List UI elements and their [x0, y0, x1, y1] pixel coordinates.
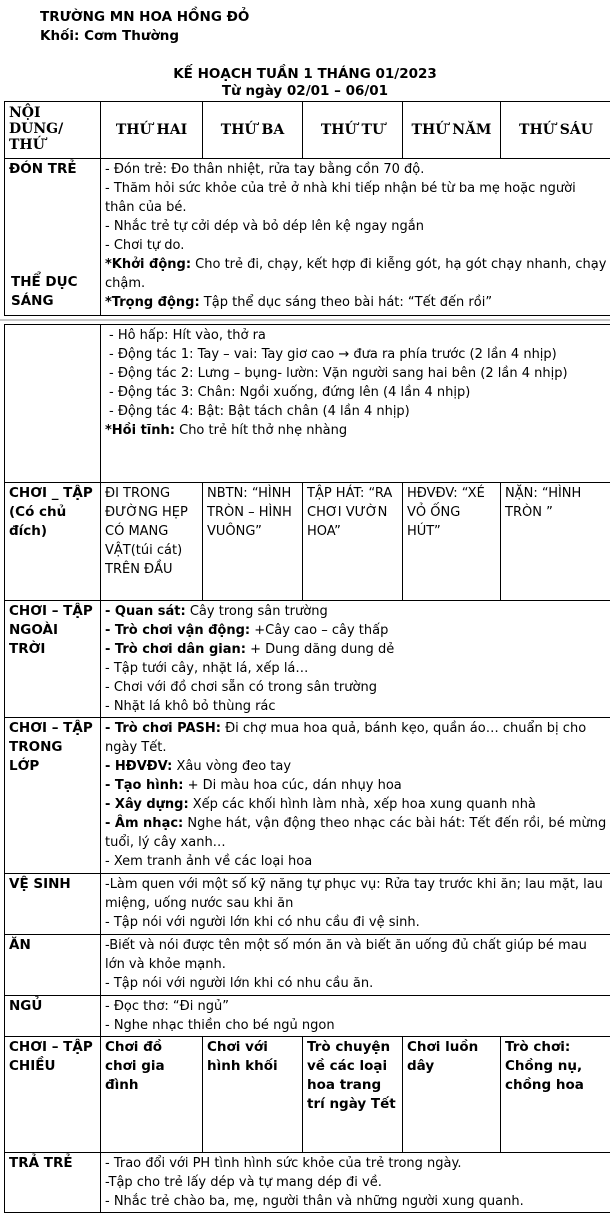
item-text: - Xem tranh ảnh về các loại hoa [105, 854, 313, 869]
day-header-wed: THỨ TƯ [303, 102, 403, 159]
page-break [0, 319, 610, 321]
item-text: Xâu vòng đeo tay [172, 759, 292, 774]
afternoon-mon: Chơi đồ chơi gia đình [101, 1037, 203, 1153]
row-label-the-duc: THỂ DỤC SÁNG [11, 274, 78, 309]
the-duc-content [101, 325, 610, 483]
khoi-dong-line [105, 255, 607, 293]
plan-title: KẾ HOẠCH TUẦN 1 THÁNG 01/2023 [173, 66, 437, 82]
activity-wed: TẬP HÁT: “RA CHƠI VƯỜN HOA” [303, 483, 403, 601]
trong-dong-line [105, 293, 607, 312]
day-header-mon: THỨ HAI [101, 102, 203, 159]
item-label: - Xây dựng: [105, 797, 189, 812]
text-line: - Hô hấp: Hít vào, thở ra [109, 328, 266, 343]
text-line: - Trao đổi với PH tình hình sức khỏe của trẻ trong ngày. [105, 1156, 462, 1171]
item-text: Đi chợ mua hoa quả, bánh kẹo, quần áo… chuẩn bị cho ngày Tết. [105, 721, 587, 755]
list-item [105, 776, 607, 795]
item-text: +Cây cao – cây thấp [250, 623, 389, 638]
ve-sinh-content [101, 874, 610, 935]
grade-name: Khối: Cơm Thường [40, 28, 180, 44]
item-text: Cây trong sân trường [185, 604, 328, 619]
khoi-dong-text: Cho trẻ đi, chạy, kết hợp đi kiễng gót, hạ gót chạy nhanh, chạy chậm. [105, 257, 607, 291]
item-label: - HĐVĐV: [105, 759, 173, 774]
empty-label-cell [5, 325, 101, 483]
an-content [101, 935, 610, 996]
corner-header: NỘI DUNG/ THỨ [5, 102, 101, 159]
text-line: - Nghe nhạc thiền cho bé ngủ ngon [105, 1018, 335, 1033]
activity-tue: NBTN: “HÌNH TRÒN – HÌNH VUÔNG” [203, 483, 303, 601]
trong-dong-text: Tập thể dục sáng theo bài hát: “Tết đến rồi” [199, 295, 493, 310]
day-header-thu: THỨ NĂM [403, 102, 501, 159]
text-line: - Nhắc trẻ chào ba, mẹ, người thân và những người xung quanh. [105, 1194, 524, 1209]
item-label: - Trò chơi PASH: [105, 721, 221, 736]
row-label-don-tre: ĐÓN TRẺ [9, 161, 77, 177]
hoi-tinh-line [105, 421, 607, 440]
activity-thu: HĐVĐV: “XÉ VỎ ỐNG HÚT” [403, 483, 501, 601]
item-label: - Quan sát: [105, 604, 186, 619]
afternoon-thu: Chơi luồn dây [403, 1037, 501, 1153]
tra-tre-content [101, 1153, 610, 1213]
list-item [105, 659, 607, 678]
afternoon-fri: Trò chơi: Chồng nụ, chồng hoa [501, 1037, 610, 1153]
afternoon-wed: Trò chuyện về các loại hoa trang trí ngày Tết [303, 1037, 403, 1153]
row-label-ngu: NGỦ [5, 996, 101, 1037]
text-line: - Động tác 2: Lưng – bụng- lườn: Vặn người sang hai bên (2 lần 4 nhịp) [109, 366, 568, 381]
list-item [105, 814, 607, 852]
trong-dong-label: *Trọng động: [105, 295, 200, 310]
afternoon-tue: Chơi với hình khối [203, 1037, 303, 1153]
list-item [105, 621, 607, 640]
list-item [105, 697, 607, 716]
text-line: - Tập nói với người lớn khi có nhu cầu ăn. [105, 976, 374, 991]
item-label: - Trò chơi dân gian: [105, 642, 246, 657]
text-line: - Đọc thơ: “Đi ngủ” [105, 999, 229, 1014]
item-text: Nghe hát, vận động theo nhạc các bài hát: Tết đến rồi, bé mừng tuổi, lý cây xanh… [105, 816, 607, 850]
item-text: - Chơi với đồ chơi sẵn có trong sân trường [105, 680, 377, 695]
list-item [105, 602, 607, 621]
trong-lop-content [101, 718, 610, 874]
hoi-tinh-label: *Hồi tĩnh: [105, 423, 175, 438]
khoi-dong-label: *Khởi động: [105, 257, 192, 272]
text-line: -Biết và nói được tên một số món ăn và biết ăn uống đủ chất giúp bé mau lớn và khỏe mạnh. [105, 938, 587, 972]
item-text: + Di màu hoa cúc, dán nhụy hoa [183, 778, 402, 793]
row-label-an: ĂN [5, 935, 101, 996]
item-label: - Tạo hình: [105, 778, 184, 793]
text-line: - Đón trẻ: Đo thân nhiệt, rửa tay bằng cồn 70 độ. [105, 162, 425, 177]
row-label-choi-tap: CHƠI _ TẬP (Có chủ đích) [5, 483, 101, 601]
row-label-tra-tre: TRẢ TRẺ [5, 1153, 101, 1213]
item-text: - Nhặt lá khô bỏ thùng rác [105, 699, 276, 714]
list-item [105, 719, 607, 757]
text-line: - Động tác 1: Tay – vai: Tay giơ cao → đưa ra phía trước (2 lần 4 nhịp) [109, 347, 557, 362]
row-label-cell [5, 159, 101, 316]
plan-table-page1 [4, 101, 610, 316]
date-range: Từ ngày 02/01 – 06/01 [221, 83, 389, 99]
row-label-chieu: CHƠI – TẬP CHIỀU [5, 1037, 101, 1153]
plan-table-page2 [4, 324, 610, 1213]
text-line: - Động tác 3: Chân: Ngồi xuống, đứng lên (4 lần 4 nhịp) [109, 385, 471, 400]
text-line: - Tập nói với người lớn khi có nhu cầu đi vệ sinh. [105, 915, 420, 930]
school-name: TRƯỜNG MN HOA HỒNG ĐỎ [40, 9, 250, 25]
row-label-ngoai-troi: CHƠI – TẬP NGOÀI TRỜI [5, 601, 101, 718]
list-item [105, 757, 607, 776]
text-line: -Làm quen với một số kỹ năng tự phục vụ: Rửa tay trước khi ăn; lau mặt, lau miệng, uống nước sau khi ăn [105, 877, 603, 911]
text-line: - Nhắc trẻ tự cởi dép và bỏ dép lên kệ ngay ngắn [105, 219, 424, 234]
hoi-tinh-text: Cho trẻ hít thở nhẹ nhàng [174, 423, 348, 438]
row-label-trong-lop: CHƠI – TẬP TRONG LỚP [5, 718, 101, 874]
text-line: -Tập cho trẻ lấy dép và tự mang dép đi về. [105, 1175, 382, 1190]
activity-mon: ĐI TRONG ĐƯỜNG HẸP CÓ MANG VẬT(túi cát) TRÊN ĐẦU [101, 483, 203, 601]
item-label: - Trò chơi vận động: [105, 623, 251, 638]
text-line: - Động tác 4: Bật: Bật tách chân (4 lần 4 nhịp) [109, 404, 410, 419]
list-item [105, 795, 607, 814]
don-tre-content [101, 159, 610, 316]
activity-fri: NẶN: “HÌNH TRÒN ” [501, 483, 610, 601]
row-label-ve-sinh: VỆ SINH [5, 874, 101, 935]
day-header-fri: THỨ SÁU [501, 102, 610, 159]
item-text: Xếp các khối hình làm nhà, xếp hoa xung quanh nhà [188, 797, 536, 812]
item-text: - Tập tưới cây, nhặt lá, xếp lá… [105, 661, 309, 676]
ngoai-troi-content [101, 601, 610, 718]
text-line: - Thăm hỏi sức khỏe của trẻ ở nhà khi tiếp nhận bé từ ba mẹ hoặc người thân của bé. [105, 181, 576, 215]
list-item [105, 852, 607, 871]
item-text: + Dung dăng dung dẻ [245, 642, 395, 657]
list-item [105, 678, 607, 697]
list-item [105, 640, 607, 659]
day-header-tue: THỨ BA [203, 102, 303, 159]
text-line: - Chơi tự do. [105, 238, 185, 253]
ngu-content [101, 996, 610, 1037]
item-label: - Âm nhạc: [105, 816, 184, 831]
